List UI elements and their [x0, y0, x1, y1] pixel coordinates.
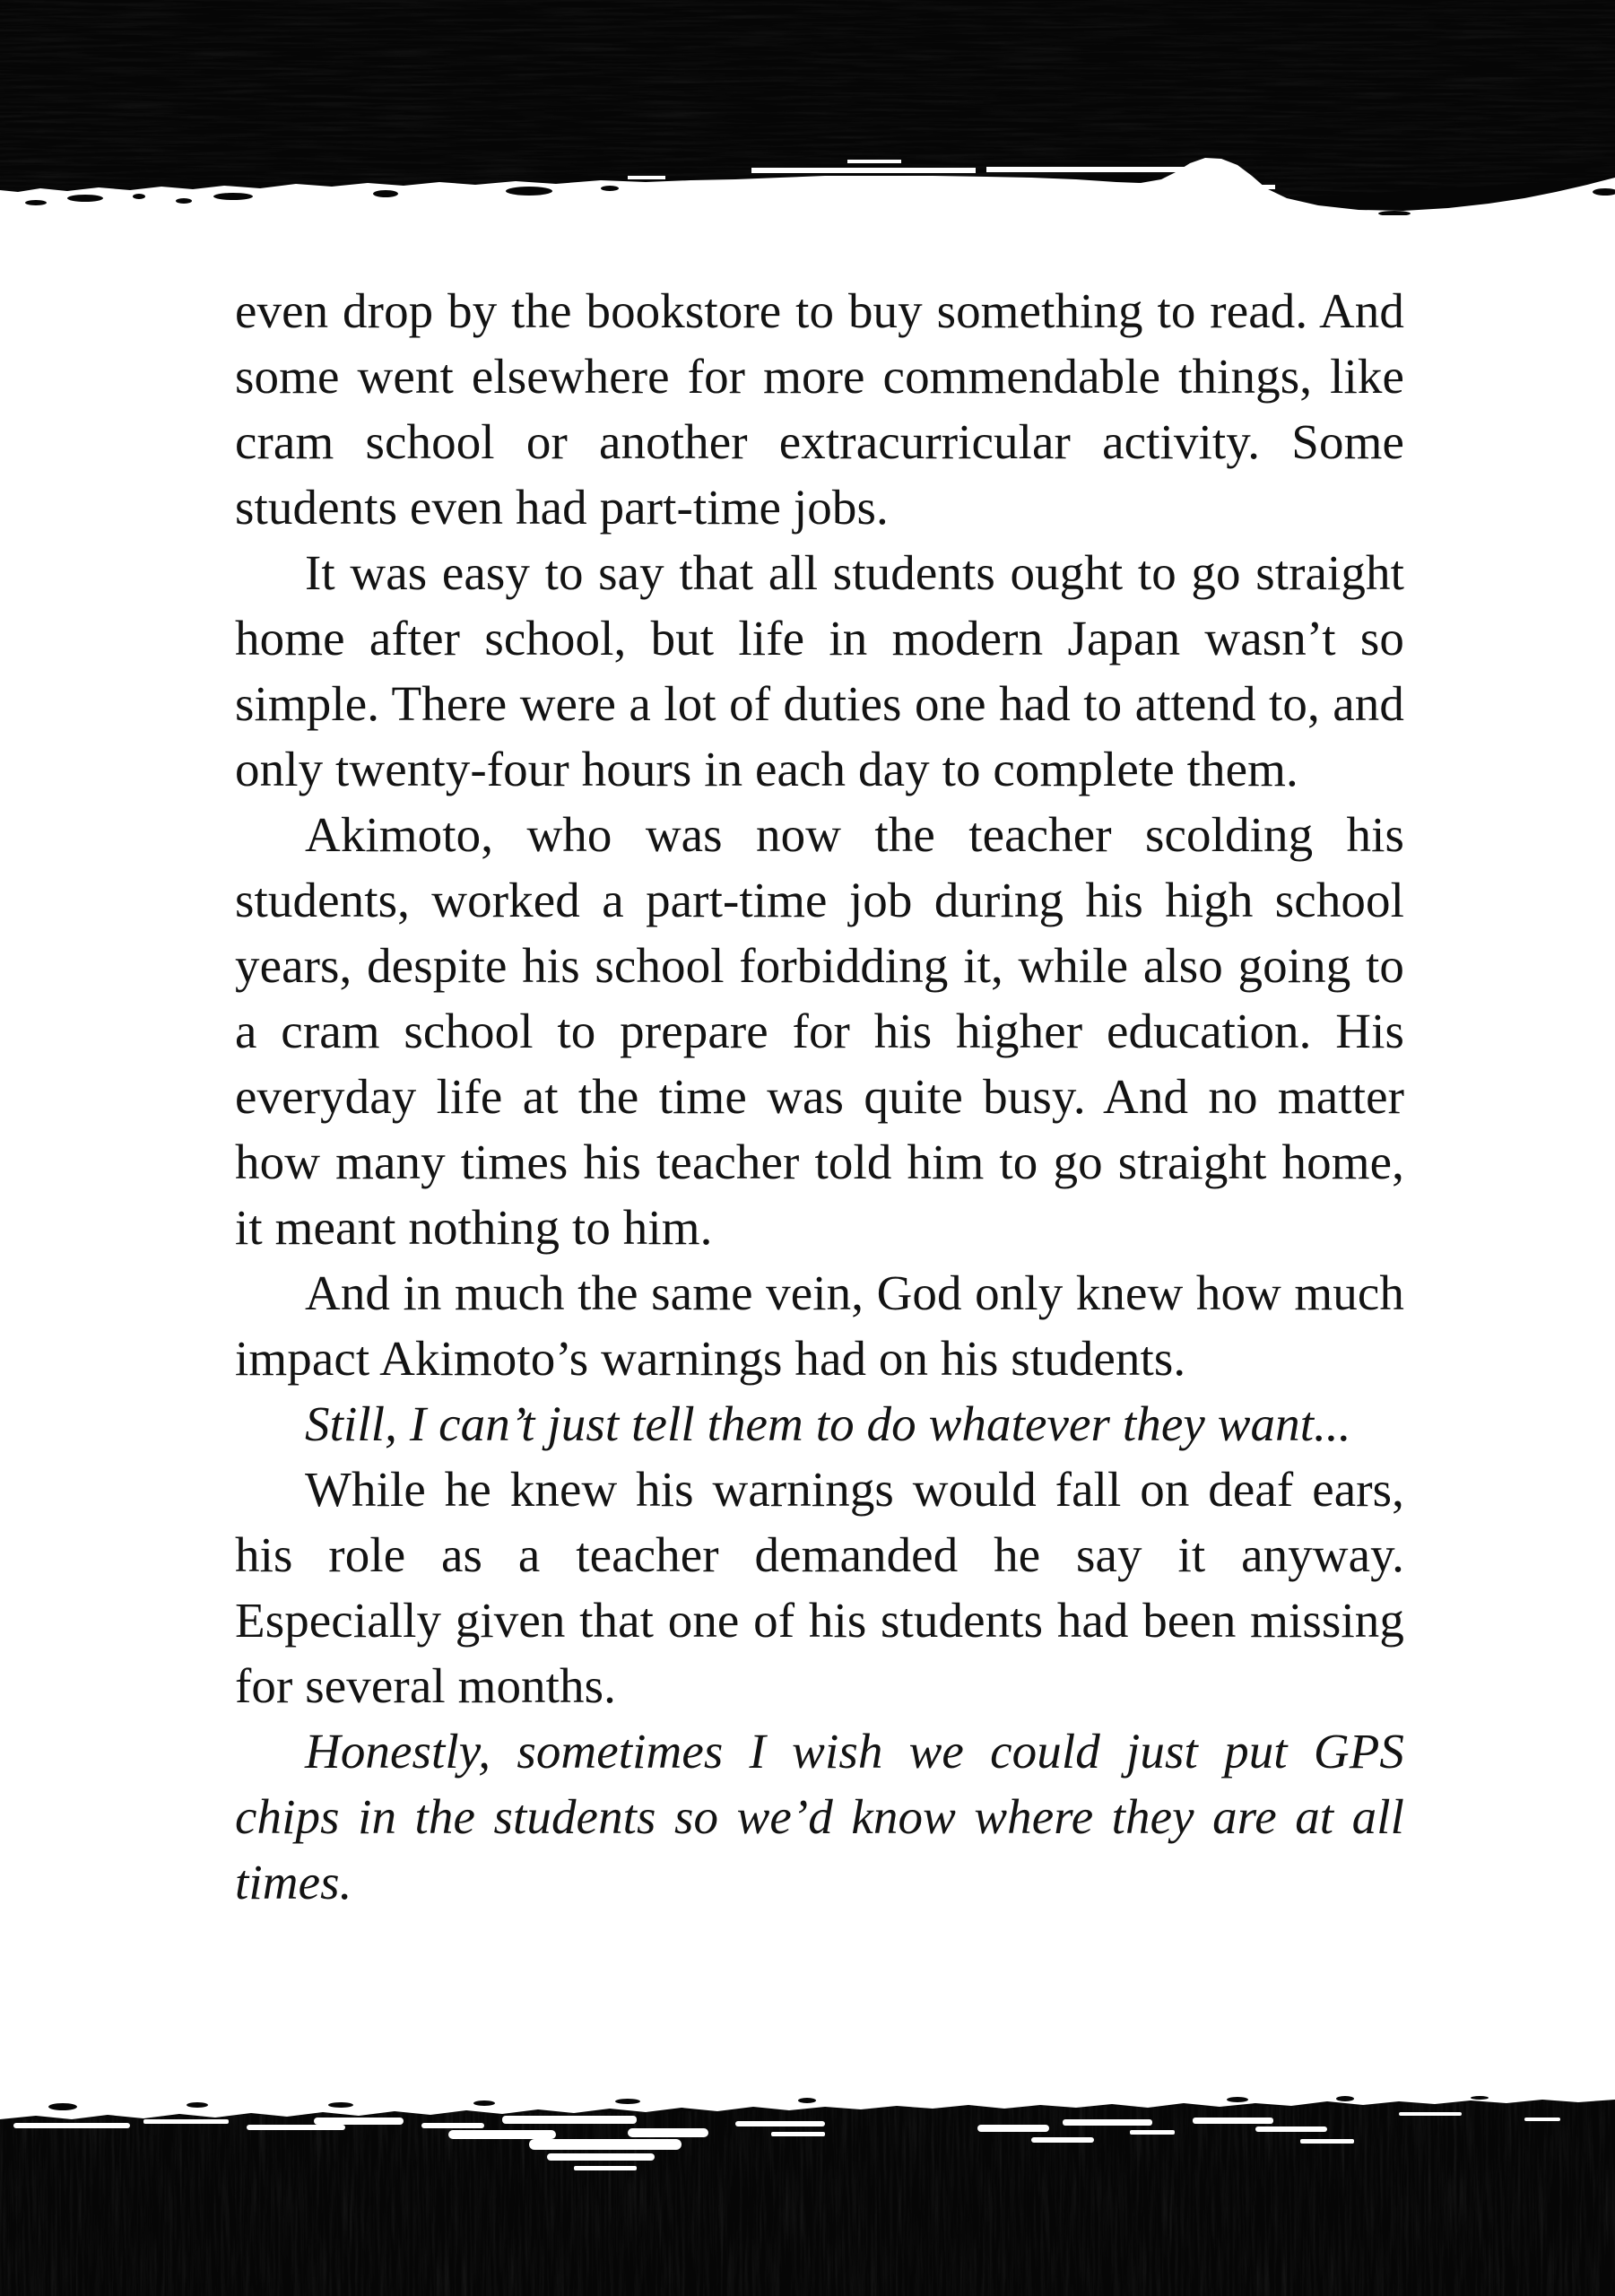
paragraph: Honestly, sometimes I wish we could just put GPS chips in the students so we’d know where they are at all times. — [235, 1724, 1404, 1909]
paragraph: Still, I can’t just tell them to do whatever they want... — [305, 1396, 1351, 1451]
paragraph: And in much the same vein, God only knew how much impact Akimoto’s warnings had on his students. — [235, 1265, 1404, 1386]
paragraph: While he knew his warnings would fall on deaf ears, his role as a teacher demanded he say it anyway. Especially given that one of his students had been missing for several months. — [235, 1462, 1404, 1713]
paragraph: even drop by the bookstore to buy something to read. And some went elsewhere for more commendable things, like cram school or another extracurricular activity. Some students even had part-time jobs. — [235, 283, 1404, 535]
bottom-ink-band — [0, 2094, 1615, 2296]
page-text — [235, 278, 1404, 1915]
top-ink-band — [0, 0, 1615, 215]
paragraph: Akimoto, who was now the teacher scolding his students, worked a part-time job during his high school years, despite his school forbidding it, while also going to a cram school to prepare for his higher education. His everyday life at the time was quite busy. And no matter how many times his teacher told him to go straight home, it meant nothing to him. — [235, 807, 1404, 1255]
paragraph: It was easy to say that all students ought to go straight home after school, but life in modern Japan wasn’t so simple. There were a lot of duties one had to attend to, and only twenty-four hours in each day to complete them. — [235, 545, 1404, 796]
